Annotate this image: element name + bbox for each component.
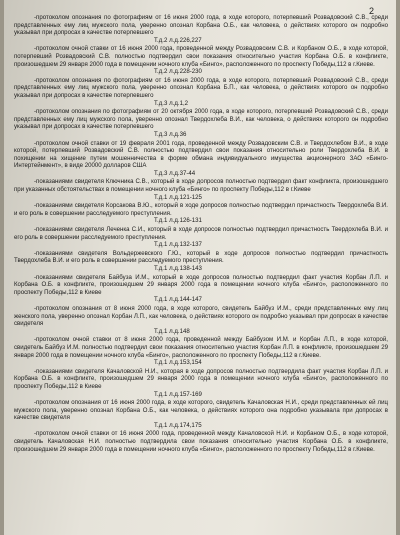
case-file-reference: Т.д.3 л.д.1,2 (154, 99, 189, 107)
evidence-paragraph: -протоколом опознания по фотографиям от 20 октября 2000 года, в ходе которого, потерпевший Розвадовский С.В., среди представленных ему лиц мужского пола, уверенно опознал Твердохлеба В.И., как человека, о действиях которого он подробно указывал при допросах в качестве потерпевшего (14, 108, 388, 131)
evidence-paragraph: -показаниями свидетеля Ключника С.В., который в ходе допросов полностью подтвердил факт конфликта, произошедшего при указанных обстоятельствах в помещении ночного клуба «Бинго» по проспекту Победы,112 в г.Киеве (14, 178, 388, 194)
evidence-paragraph: -протоколом опознания от 16 июня 2000 года, в ходе которого, свидетель Качаловская Н.И., среди представленных ей лиц мужского пола, уверенно опознал Корбана О.Б., как человека, о действиях которого она подробно указывала при допросах в качестве свидетеля (14, 399, 388, 422)
document-body (14, 14, 388, 454)
case-file-reference: Т.д.1 л.д.153,154 (154, 359, 202, 367)
evidence-paragraph: -показаниями свидетеля Вольдержевского Г.Ю., который в ходе допросов полностью подтвердил причастность Твердохлеба В.И. и его роль в совершении расследуемого преступления. (14, 249, 388, 265)
evidence-paragraph: -протоколом опознания по фотографиям от 16 июня 2000 года, в ходе которого, потерпевший Розвадовский С.В., среди представленных ему лиц мужского пола, уверенно опознал Корбана Б.П., как человека, о действиях которого он подробно указывал при допросах в качестве потерпевшего (14, 76, 388, 99)
case-file-reference: Т.д.1 л.д.148 (154, 327, 190, 335)
case-file-reference: Т.д.1 л.д.174,175 (154, 421, 202, 429)
evidence-paragraph: -протоколом очной ставки от 19 февраля 2001 года, проведенной между Розвадовским С.В. и Твердохлебом В.И., в ходе которой, потерпевший Розвадовский С.В. полностью подтвердил свои показания относительно роли Твердохлеба В.И. в похищении на хищение путем мошенничества в форме обмана индивидуального имущества акционерного ЗАО «Бинго-Интертейнмент», в виде 20000 долларов США (14, 139, 388, 170)
case-file-reference: Т.д.1 л.д.126-131 (154, 217, 202, 225)
case-file-reference: Т.д.2 л.д.228-230 (154, 68, 202, 76)
evidence-paragraph: -протоколом очной ставки от 16 июня 2000 года, проведенной между Качаловской Н.И. и Корбаном О.Б., в ходе которой, свидетель Качаловская Н.И. полностью подтвердила свои показания относительно участия Корбана О.Б. в конфликте, произошедшем 29 января 2000 года в помещении ночного клуба «Бинго», расположенного по проспекту Победы,112 в г.Киеве. (14, 430, 388, 453)
evidence-paragraph: -протоколом опознания от 8 июня 2000 года, в ходе которого, свидетель Байбуз И.М., среди представленных ему лиц женского пола, уверенно опознал Корбан Л.П., как человека, о действиях которого он подробно указывал при допросах в качестве свидетеля (14, 304, 388, 328)
evidence-paragraph: -показаниями свидетеля Качаловской Н.И., которая в ходе допросов полностью подтвердила факт участия Корбан Л.П. и Корбана О.Б. в конфликте, произошедшем 29 января 2000 года в помещении ночного клуба «Бинго», расположенного по проспекту Победы,112 в Киеве (14, 367, 388, 390)
page-number: 2 (368, 6, 374, 16)
evidence-paragraph: -показаниями свидетеля Байбуза И.М., который в ходе допросов полностью подтвердил факт участия Корбан Л.П. и Корбана О.Б. в конфликте, произошедшем 29 января 2000 года в помещении ночного клуба «Бинго», расположенного по проспекту Победы,112 в Киеве (14, 273, 388, 296)
case-file-reference: Т.д.1 л.д.132-137 (154, 241, 202, 249)
case-file-reference: Т.д.2 л.д.226,227 (154, 36, 202, 44)
evidence-paragraph: -показаниями свидетеля Леченка С.И., который в ходе допросов полностью подтвердил причастность Твердохлеба В.И. и его роль в совершении расследуемого преступления. (14, 226, 388, 241)
evidence-paragraph: -протоколом опознания по фотографиям от 16 июня 2000 года, в ходе которого, потерпевший Розвадовский С.В., среди представленных ему лиц мужского пола, уверенно опознал Корбана О.Б., как человека, о действиях которого он подробно указывал при допросах в качестве потерпевшего (14, 14, 388, 37)
case-file-reference: Т.д.1 л.д.144-147 (154, 296, 202, 304)
evidence-paragraph: -показаниями свидетеля Корсакова В.Ю., который в ходе допросов полностью подтвердил причастность Твердохлеба В.И. и его роль в совершении расследуемого преступления. (14, 202, 388, 217)
case-file-reference: Т.д.1 л.д.121-125 (154, 193, 202, 201)
document-page (4, 0, 396, 535)
case-file-reference: Т.д.3 л.д.36 (154, 130, 187, 138)
evidence-paragraph: -протоколом очной ставки от 16 июня 2000 года, проведенной между Розвадовским С.В. и Корбаном О.Б., в ходе которой, потерпевший Розвадовский С.В. полностью подтвердил свои показания относительно участия Корбана О.Б. в конфликте, произошедшем 29 января 2000 года в помещении ночного клуба «Бинго», расположенного по проспекту Победы,112 в г.Киеве. (14, 45, 388, 68)
case-file-reference: Т.д.3 л.д.37-44 (154, 169, 196, 177)
case-file-reference: Т.д.1 л.д.138-143 (154, 265, 202, 272)
case-file-reference: Т.д.1 л.д.157-169 (154, 390, 202, 398)
evidence-paragraph: -протоколом очной ставки от 8 июня 2000 года, проведенной между Байбузом И.М. и Корбан Л.П., в ходе которой, свидетель Байбуз И.М. полностью подтвердил свои показания относительно участия Корбан Л.П. в конфликте, произошедшем 29 января 2000 года в помещении ночного клуба «Бинго», расположенного по проспекту Победы,112 в г.Киеве. (14, 336, 388, 359)
